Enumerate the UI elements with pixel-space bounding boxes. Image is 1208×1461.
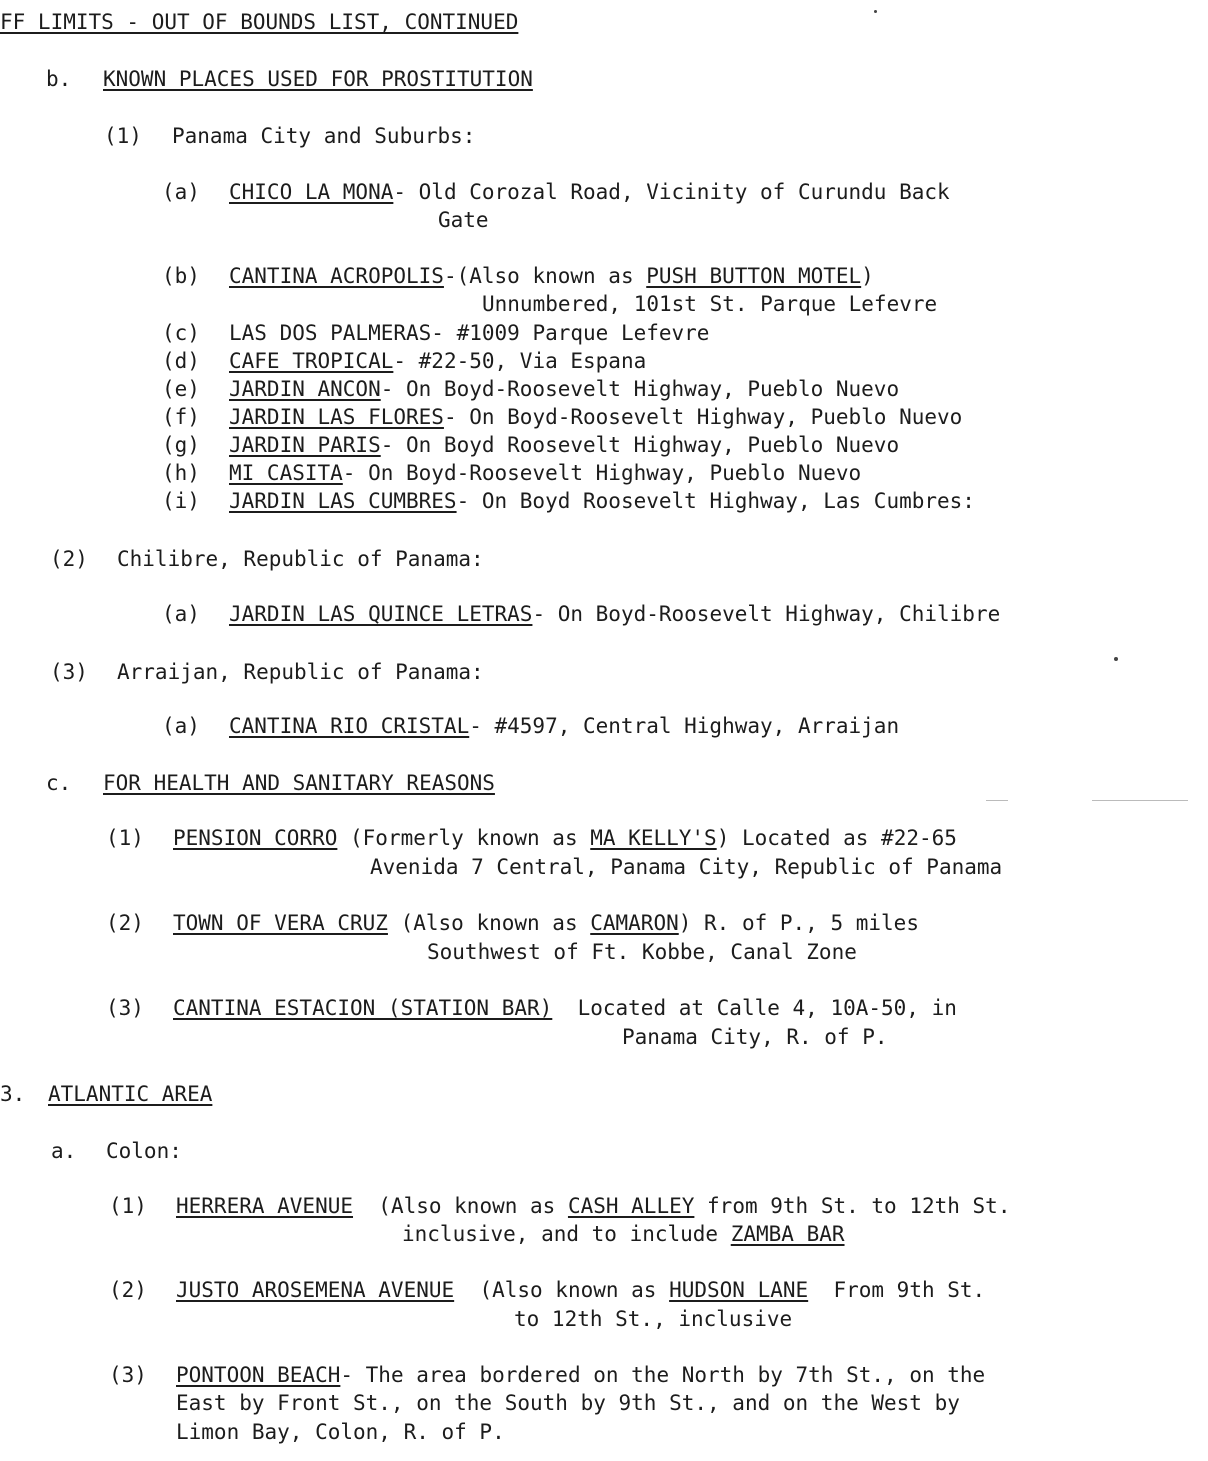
place-name: JARDIN LAS QUINCE LETRAS [229, 602, 533, 626]
place-desc: - On Boyd Roosevelt Highway, Pueblo Nuevo [380, 433, 900, 457]
section-c-marker: c. [46, 771, 72, 795]
sub-a-marker: a. [51, 1139, 77, 1163]
place-aka: CASH ALLEY [567, 1194, 695, 1218]
place-desc: (Also known as [387, 911, 591, 935]
place-desc: - On Boyd-Roosevelt Highway, Pueblo Nuevo [380, 377, 900, 401]
place-name: JARDIN PARIS [229, 433, 381, 457]
place-desc: - On Boyd-Roosevelt Highway, Pueblo Nuevo [443, 405, 963, 429]
item-marker: (3) [106, 996, 144, 1020]
list-item [229, 604, 1000, 625]
place-desc-cont: Avenida 7 Central, Panama City, Republic of Panama [370, 855, 1003, 879]
place-desc: - #4597, Central Highway, Arraijan [469, 714, 900, 738]
place-name: PENSION CORRO [173, 826, 338, 850]
list-item [173, 998, 957, 1019]
sub3-title: Arraijan, Republic of Panama: [117, 660, 484, 684]
place-desc-end: ) R. of P., 5 miles [678, 911, 919, 935]
place-desc: -(Also known as [443, 264, 647, 288]
place-name: CAFE TROPICAL [229, 349, 394, 373]
place-name: HERRERA AVENUE [176, 1194, 354, 1218]
item-marker: (a) [162, 602, 200, 626]
place-aka-2: ZAMBA BAR [730, 1222, 845, 1246]
sub1-title: Panama City and Suburbs: [172, 124, 476, 148]
place-name: LAS DOS PALMERAS [229, 321, 432, 345]
place-desc-cont: to 12th St., inclusive [514, 1307, 793, 1331]
place-desc-cont: East by Front St., on the South by 9th St., and on the West by [176, 1391, 960, 1415]
place-desc-cont: Limon Bay, Colon, R. of P. [176, 1420, 505, 1444]
place-aka: HUDSON LANE [669, 1278, 809, 1302]
section-b-marker: b. [46, 67, 72, 91]
list-item [229, 266, 874, 287]
list-item [176, 1196, 1010, 1217]
section-3-heading: ATLANTIC AREA [48, 1082, 213, 1106]
list-item [229, 379, 899, 400]
place-desc-cont [402, 1224, 845, 1245]
item-marker: (1) [106, 826, 144, 850]
section-c-heading: FOR HEALTH AND SANITARY REASONS [103, 771, 495, 795]
item-marker: (e) [162, 377, 200, 401]
item-marker: (a) [162, 714, 200, 738]
place-desc: - On Boyd-Roosevelt Highway, Pueblo Nuevo [342, 461, 862, 485]
item-marker: (b) [162, 264, 200, 288]
place-desc: - Old Corozal Road, Vicinity of Curundu Back [393, 180, 950, 204]
list-item [229, 716, 899, 737]
place-name: CANTINA RIO CRISTAL [229, 714, 470, 738]
list-item [176, 1280, 985, 1301]
place-desc: - The area bordered on the North by 7th St., on the [340, 1363, 986, 1387]
place-desc-cont: Panama City, R. of P. [622, 1025, 888, 1049]
list-item [229, 435, 899, 456]
place-name: CHICO LA MONA [229, 180, 394, 204]
item-marker: (g) [162, 433, 200, 457]
sub-a-title: Colon: [106, 1139, 182, 1163]
place-name: JARDIN ANCON [229, 377, 381, 401]
sub2-title: Chilibre, Republic of Panama: [117, 547, 484, 571]
place-name: CANTINA ESTACION (STATION BAR) [173, 996, 553, 1020]
place-desc-end: from 9th St. to 12th St. [694, 1194, 1011, 1218]
place-desc: (Also known as [454, 1278, 670, 1302]
list-item [229, 491, 975, 512]
item-marker: (c) [162, 321, 200, 345]
place-name: PONTOON BEACH [176, 1363, 341, 1387]
list-item [173, 913, 919, 934]
list-item [229, 463, 861, 484]
scan-speck [874, 10, 877, 13]
place-desc: - On Boyd-Roosevelt Highway, Chilibre [532, 602, 1001, 626]
place-desc-end: From 9th St. [808, 1278, 986, 1302]
list-item [229, 351, 646, 372]
page-header: FF LIMITS - OUT OF BOUNDS LIST, CONTINUED [0, 10, 519, 34]
place-name: CANTINA ACROPOLIS [229, 264, 444, 288]
item-marker: (h) [162, 461, 200, 485]
place-name: JARDIN LAS FLORES [229, 405, 444, 429]
place-name: JUSTO AROSEMENA AVENUE [176, 1278, 455, 1302]
place-desc: Located at Calle 4, 10A-50, in [552, 996, 957, 1020]
section-b-heading: KNOWN PLACES USED FOR PROSTITUTION [103, 67, 533, 91]
place-name: TOWN OF VERA CRUZ [173, 911, 388, 935]
sub3-marker: (3) [50, 660, 88, 684]
scan-mark [1092, 800, 1188, 801]
list-item [229, 323, 709, 344]
place-desc-end: ) Located as #22-65 [716, 826, 957, 850]
list-item [229, 407, 962, 428]
place-desc: - #1009 Parque Lefevre [431, 321, 710, 345]
sub1-marker: (1) [104, 124, 142, 148]
list-item [173, 828, 957, 849]
place-desc: (Formerly known as [337, 826, 591, 850]
list-item [229, 182, 950, 203]
scan-speck [1114, 657, 1118, 661]
place-desc: (Also known as [353, 1194, 568, 1218]
item-marker: (2) [109, 1278, 147, 1302]
place-desc-cont-text: inclusive, and to include [402, 1222, 731, 1246]
place-aka: PUSH BUTTON MOTEL [646, 264, 862, 288]
item-marker: (d) [162, 349, 200, 373]
item-marker: (a) [162, 180, 200, 204]
section-3-marker: 3. [0, 1082, 26, 1106]
place-name: MI CASITA [229, 461, 343, 485]
item-marker: (3) [109, 1363, 147, 1387]
list-item [176, 1365, 985, 1386]
place-desc: - On Boyd Roosevelt Highway, Las Cumbres: [456, 489, 975, 513]
place-desc-cont: Unnumbered, 101st St. Parque Lefevre [482, 292, 938, 316]
sub2-marker: (2) [50, 547, 88, 571]
place-name: JARDIN LAS CUMBRES [229, 489, 457, 513]
item-marker: (i) [162, 489, 200, 513]
place-desc-end: ) [861, 264, 874, 288]
place-desc-cont: Gate [438, 208, 489, 232]
place-desc-cont: Southwest of Ft. Kobbe, Canal Zone [427, 940, 857, 964]
item-marker: (f) [162, 405, 200, 429]
place-desc: - #22-50, Via Espana [393, 349, 647, 373]
place-aka: CAMARON [590, 911, 679, 935]
scan-mark [986, 800, 1008, 801]
item-marker: (2) [106, 911, 144, 935]
place-aka: MA KELLY'S [590, 826, 717, 850]
item-marker: (1) [109, 1194, 147, 1218]
